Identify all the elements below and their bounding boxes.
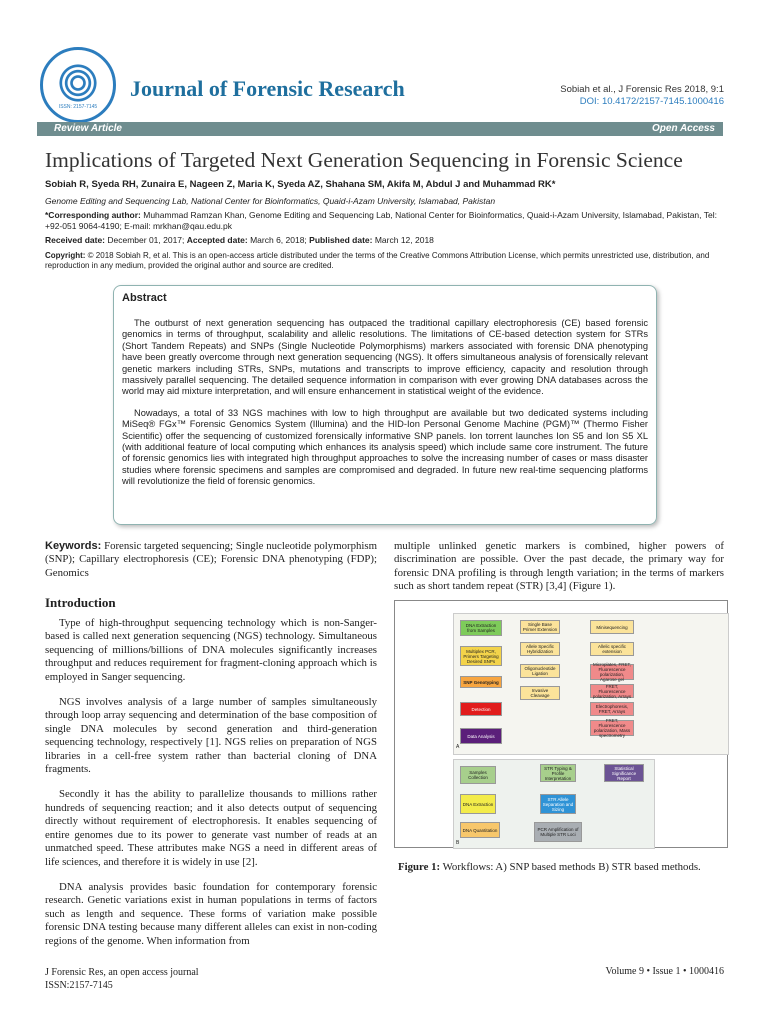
fig-a-snp-genotyping: SNP Genotyping <box>460 676 502 688</box>
keywords <box>45 540 377 580</box>
intro-left-column <box>45 617 377 960</box>
fig-a-minisequencing: Minisequencing <box>590 620 634 634</box>
keywords-text: Forensic targeted sequencing; Single nucleotide polymorphism (SNP); Capillary electrophoresis (CE); Forensic DNA phenotyping (FDP); Genomics <box>45 540 377 579</box>
journal-logo <box>40 47 116 123</box>
fig-b-stat: Statistical Significance Report <box>604 764 644 782</box>
citation: Sobiah et al., J Forensic Res 2018, 9:1 <box>560 84 724 95</box>
figure-caption <box>398 861 718 874</box>
fig-b-str-allele: STR Allele Separation and Sizing <box>540 794 576 814</box>
received-label: Received date: <box>45 235 105 245</box>
fig-a-result-1: Microplates, FRET, Fluorescence polarization, Agarose gel <box>590 664 634 680</box>
fig-a-detection: Detection <box>460 702 502 716</box>
fig-a-result-4: FRET, Fluorescence polarization, Mass spectrometry <box>590 720 634 736</box>
fig-b-dna-quant: DNA Quantitation <box>460 822 500 838</box>
fig-a-oligo: Oligonucleotide Ligation <box>520 664 560 678</box>
abstract-heading: Abstract <box>122 292 167 304</box>
article-type: Review Article <box>54 123 122 134</box>
intro-right-text <box>394 540 724 594</box>
intro-right-paragraph: multiple unlinked genetic markers is combined, higher powers of discrimination are possible. Over the past decade, the primary way for forensic DNA profiling is through length variation; in the terms of markers such as short tandem repeat (STR) [3,4] (Figure 1). <box>394 540 724 593</box>
copyright <box>45 251 725 271</box>
fig-b-label: B <box>456 840 460 846</box>
abstract-paragraph-2: Nowadays, a total of 33 NGS machines with low to high throughput are available but two dedicated systems including MiSeq® FGx™ Forensic Genomics System (Illumina) and the HID-Ion Personal Genome Machine (PGM)™ (Thermo Fisher Scientific) offer the sequencing of customized forensically informative SNP panels. Ion torrent launches Ion S5 and Ion S5 XL (with additional feature of local computing which enhances its analysis speed) which include same core instrument. The future of forensic genomics lies with integrated high throughput approaches to solve the increasing number of cases or mass disaster studies where forensic specimens and samples are compromised and degraded. In future new real-time sequencing platforms will revolutionize the field of forensic genomics. <box>122 407 648 487</box>
published-date: March 12, 2018 <box>374 235 434 245</box>
fingerprint-icon <box>59 64 97 102</box>
footer-volume: Volume 9 • Issue 1 • 1000416 <box>605 966 724 977</box>
fig-b-str-typing: STR Typing & Profile Interpretation <box>540 764 576 782</box>
corr-label: *Corresponding author: <box>45 210 141 220</box>
caption-label: Figure 1: <box>398 861 441 873</box>
fig-a-label: A <box>456 744 460 750</box>
copyright-text: © 2018 Sobiah R, et al. This is an open-access article distributed under the terms of the Creative Commons Attribution License, which permits unrestricted use, distribution, and reproduction in any medium, provided the original author and source are credited. <box>45 251 710 270</box>
fig-b-samples: Samples Collection <box>460 766 496 784</box>
footer-left <box>45 966 199 992</box>
fig-a-single-base: Single Base Primer Extension <box>520 620 560 634</box>
published-label: Published date: <box>309 235 373 245</box>
corresponding-author <box>45 210 725 232</box>
fig-a-data-analysis: Data Analysis <box>460 728 502 744</box>
fig-b-pcr: PCR Amplification of Multiple STR Loci <box>534 822 582 842</box>
citation-block <box>560 84 724 108</box>
figure-panel-a <box>453 613 729 755</box>
intro-heading: Introduction <box>45 595 116 610</box>
corr-text: Muhammad Ramzan Khan, Genome Editing and Sequencing Lab, National Center for Bioinformatics, Quaid-i-Azam University, Islamabad, Pakistan, Tel: +92-051 9064-4190; E-mail: mrkhan@qau.edu.pk <box>45 210 717 231</box>
accepted-date: March 6, 2018; <box>250 235 307 245</box>
footer-issn: ISSN:2157-7145 <box>45 980 113 991</box>
fig-a-result-2: FRET, Fluorescence polarization, Arrays <box>590 684 634 698</box>
open-access-label: Open Access <box>652 123 715 134</box>
intro-paragraph-4: DNA analysis provides basic foundation for contemporary forensic research. Genetic variations exist in human populations in terms of factors such as length and sequence. These forms of variation make possible forensic DNA testing because many different alleles can exist in non-coding regions of the genome. When information from <box>45 880 377 947</box>
fig-a-result-3: Electrophoresis, FRET, Arrays <box>590 702 634 716</box>
abstract-paragraph-1: The outburst of next generation sequencing has outpaced the traditional capillary electrophoresis (CE) based forensic genomics in terms of throughput, scalability and allelic resolutions. The limitations of CE-based detection system for STRs (Short Tandem Repeats) and SNPs (Single Nucleotide Polymorphisms) markers associated with forensic DNA phenotyping have been greatly overcome through next generation sequencing (NGS). It offers simultaneous analysis of forensically relevant genetic markers including STRs, SNPs, mutations and transcripts to improve efficiency, capacity and resolution through massively parallel sequencing. The detailed sequence information in comparison with ever growing DNA databases across the world may aid mixture interpretation, and will ensure enhancement in statistical weight of the evidence. <box>122 318 648 397</box>
intro-paragraph-3: Secondly it has the ability to parallelize thousands to millions rather hundreds of sequencing reaction; and it also detects output of sequencing directly without requirement of electrophoresis. It enables sequencing of entire genomes due to its power to generate vast number of reads at an unmatched speed. These attributes make NGS a need in different areas of life sciences, and therefore it is widely in use [2]. <box>45 788 377 868</box>
journal-title: Journal of Forensic Research <box>130 76 405 101</box>
article-title: Implications of Targeted Next Generation Sequencing in Forensic Science <box>45 148 683 172</box>
abstract-box <box>113 285 657 525</box>
affiliation: Genome Editing and Sequencing Lab, National Center for Bioinformatics, Quaid-i-Azam University, Islamabad, Pakistan <box>45 196 496 206</box>
keywords-label: Keywords: <box>45 540 102 552</box>
fig-a-allele-ext: Allelic specific extension <box>590 642 634 656</box>
figure-panel-b <box>453 759 655 849</box>
fig-a-multiplex: Multiplex PCR, Primers Targeting Desired SNPs <box>460 646 502 666</box>
fig-a-allele-hybrid: Allele Specific Hybridization <box>520 642 560 656</box>
fig-b-dna-extraction: DNA Extraction <box>460 794 496 814</box>
dates <box>45 235 434 245</box>
intro-paragraph-2: NGS involves analysis of a large number of samples simultaneously through loop array sequencing and determination of the base composition of single DNA molecules by second generation and third-generation sequencing technology, respectively [1]. NGS relies on preparation of NGS libraries in a cell-free system rather than bacterial cloning of DNA fragments. <box>45 696 377 776</box>
accepted-label: Accepted date: <box>186 235 248 245</box>
figure-1 <box>394 600 728 848</box>
intro-paragraph-1: Type of high-throughput sequencing technology which is non-Sanger-based is called next generation sequencing (NGS) technology. Simultaneous sequencing of millions/billions of DNA molecules significantly increases throughput and reduces requirement for fragment-cloning approach which is employed in Sanger sequencing. <box>45 617 377 683</box>
caption-text: Workflows: A) SNP based methods B) STR based methods. <box>442 861 701 873</box>
fig-a-invasive: Invasive Cleavage <box>520 686 560 700</box>
article-type-band <box>37 122 723 136</box>
logo-issn: ISSN: 2157-7145 <box>58 104 98 110</box>
doi-link[interactable]: DOI: 10.4172/2157-7145.1000416 <box>579 96 724 107</box>
footer-journal: J Forensic Res, an open access journal <box>45 967 199 978</box>
authors: Sobiah R, Syeda RH, Zunaira E, Nageen Z, Maria K, Syeda AZ, Shahana SM, Akifa M, Abdul J and Muhammad RK* <box>45 179 556 190</box>
copyright-label: Copyright: <box>45 251 86 260</box>
fig-a-dna-extraction: DNA Extraction from Samples <box>460 620 502 636</box>
received-date: December 01, 2017; <box>107 235 185 245</box>
